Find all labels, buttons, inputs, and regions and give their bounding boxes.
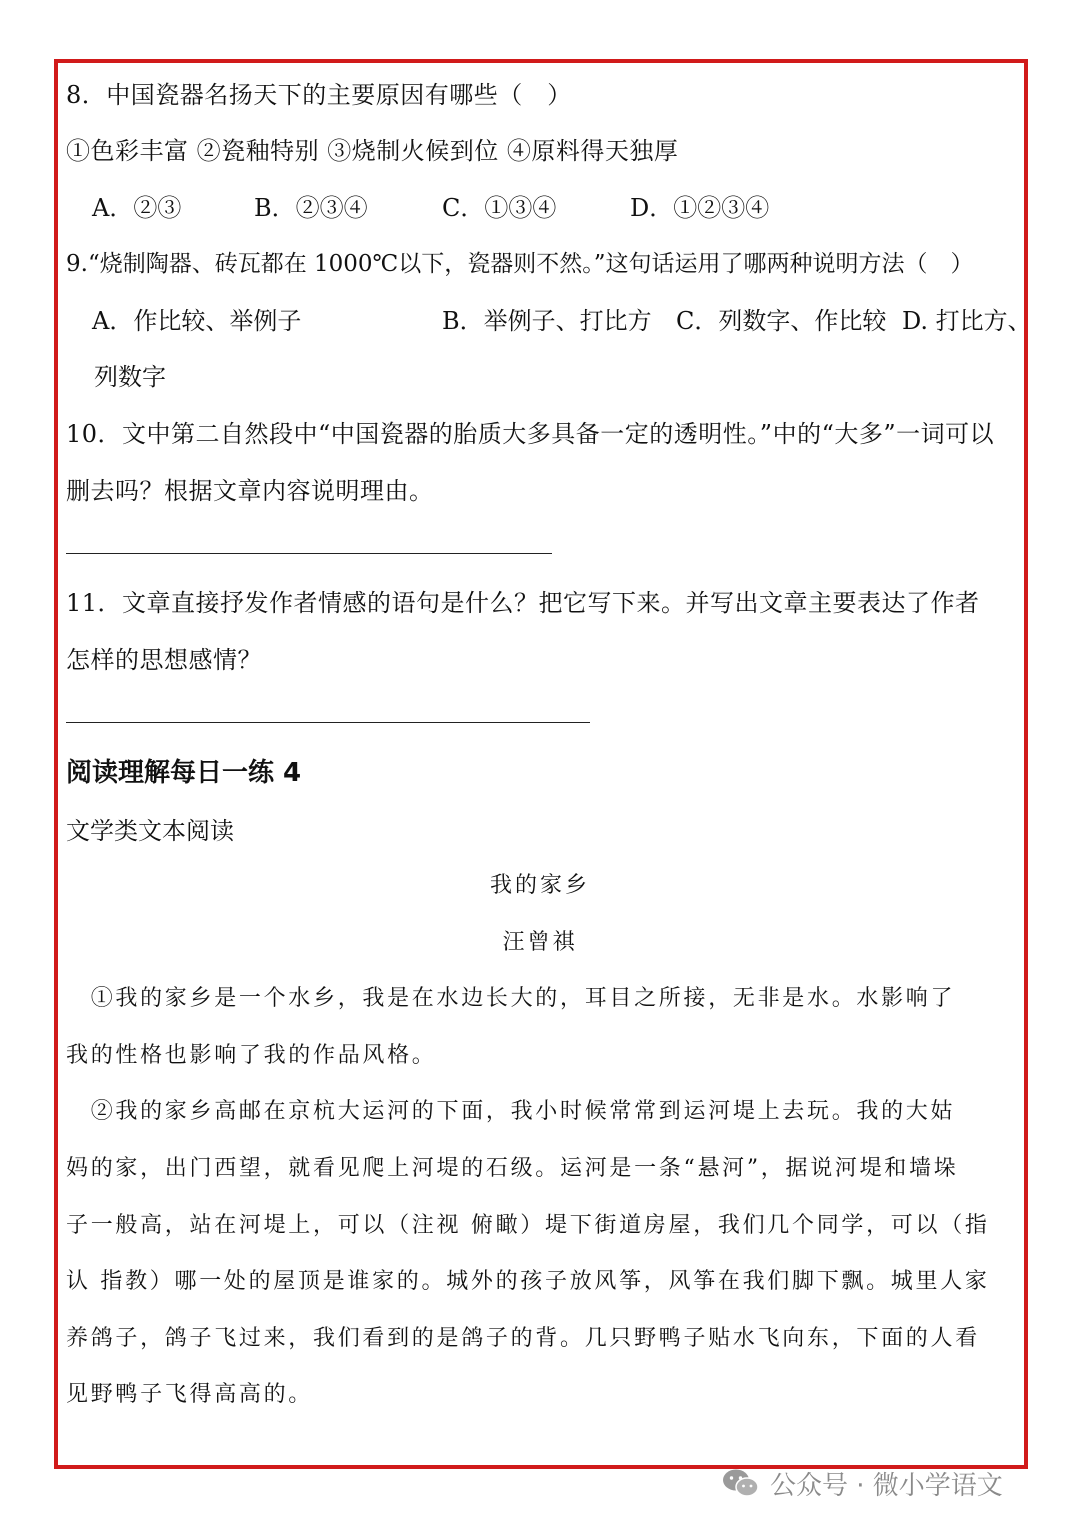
wechat-icon (722, 1468, 760, 1498)
section-title: 阅读理解每日一练 4 (66, 758, 302, 788)
q8-items: ①色彩丰富 ②瓷釉特别 ③烧制火候到位 ④原料得天独厚 (66, 137, 679, 165)
q11-line2: 怎样的思想感情？ (66, 646, 262, 674)
paragraph-2-line: 养鸽子，鸽子飞过来，我们看到的是鸽子的背。几只野鸭子贴水飞向东，下面的人看 (66, 1326, 980, 1351)
paragraph-2-line: ②我的家乡高邮在京杭大运河的下面，我小时候常常到运河堤上去玩。我的大姑 (66, 1099, 956, 1124)
q10-line1: 10．文中第二自然段中“中国瓷器的胎质大多具备一定的透明性。”中的“大多”一词可以 (66, 420, 995, 448)
q9-option-a: A．作比较、举例子 (92, 307, 302, 335)
q9-option-d: D. 打比方、 (902, 307, 1032, 335)
section-genre: 文学类文本阅读 (66, 817, 234, 845)
q8-option-d: D．①②③④ (630, 194, 770, 222)
q9-stem: 9.“烧制陶器、砖瓦都在 1000℃以下，瓷器则不然。”这句话运用了哪两种说明方法（ ） (66, 251, 974, 277)
paragraph-2-line: 子一般高，站在河堤上，可以（注视 俯瞰）堤下街道房屋，我们几个同学，可以（指 (66, 1213, 990, 1238)
paragraph-1-line: 我的性格也影响了我的作品风格。 (66, 1043, 437, 1068)
q11-line1: 11．文章直接抒发作者情感的语句是什么？把它写下来。并写出文章主要表达了作者 (66, 589, 980, 617)
q8-stem: 8．中国瓷器名扬天下的主要原因有哪些（ ） (66, 81, 572, 109)
paragraph-1-line: ①我的家乡是一个水乡，我是在水边长大的，耳目之所接，无非是水。水影响了 (66, 986, 956, 1011)
q8-option-b: B．②③④ (254, 194, 368, 222)
q9-option-d-wrap: 列数字 (94, 363, 166, 391)
paragraph-2-line: 见野鸭子飞得高高的。 (66, 1382, 314, 1407)
watermark-text: 公众号 · 微小学语文 (770, 1470, 1003, 1501)
q11-answer-line[interactable] (66, 722, 590, 723)
article-author: 汪曾祺 (502, 930, 578, 955)
q10-line2: 删去吗？根据文章内容说明理由。 (66, 477, 434, 505)
q8-option-c: C．①③④ (442, 194, 557, 222)
q9-option-b: B．举例子、打比方 (442, 307, 652, 335)
q9-option-c: C．列数字、作比较 (676, 307, 887, 335)
watermark (722, 1463, 1003, 1503)
q10-answer-line[interactable] (66, 553, 552, 554)
q8-option-a: A．②③ (92, 194, 182, 222)
paragraph-2-line: 妈的家，出门西望，就看见爬上河堤的石级。运河是一条“悬河”，据说河堤和墙垛 (66, 1156, 959, 1181)
article-title: 我的家乡 (489, 873, 590, 898)
paragraph-2-line: 认 指教）哪一处的屋顶是谁家的。城外的孩子放风筝，风筝在我们脚下飘。城里人家 (66, 1269, 990, 1294)
